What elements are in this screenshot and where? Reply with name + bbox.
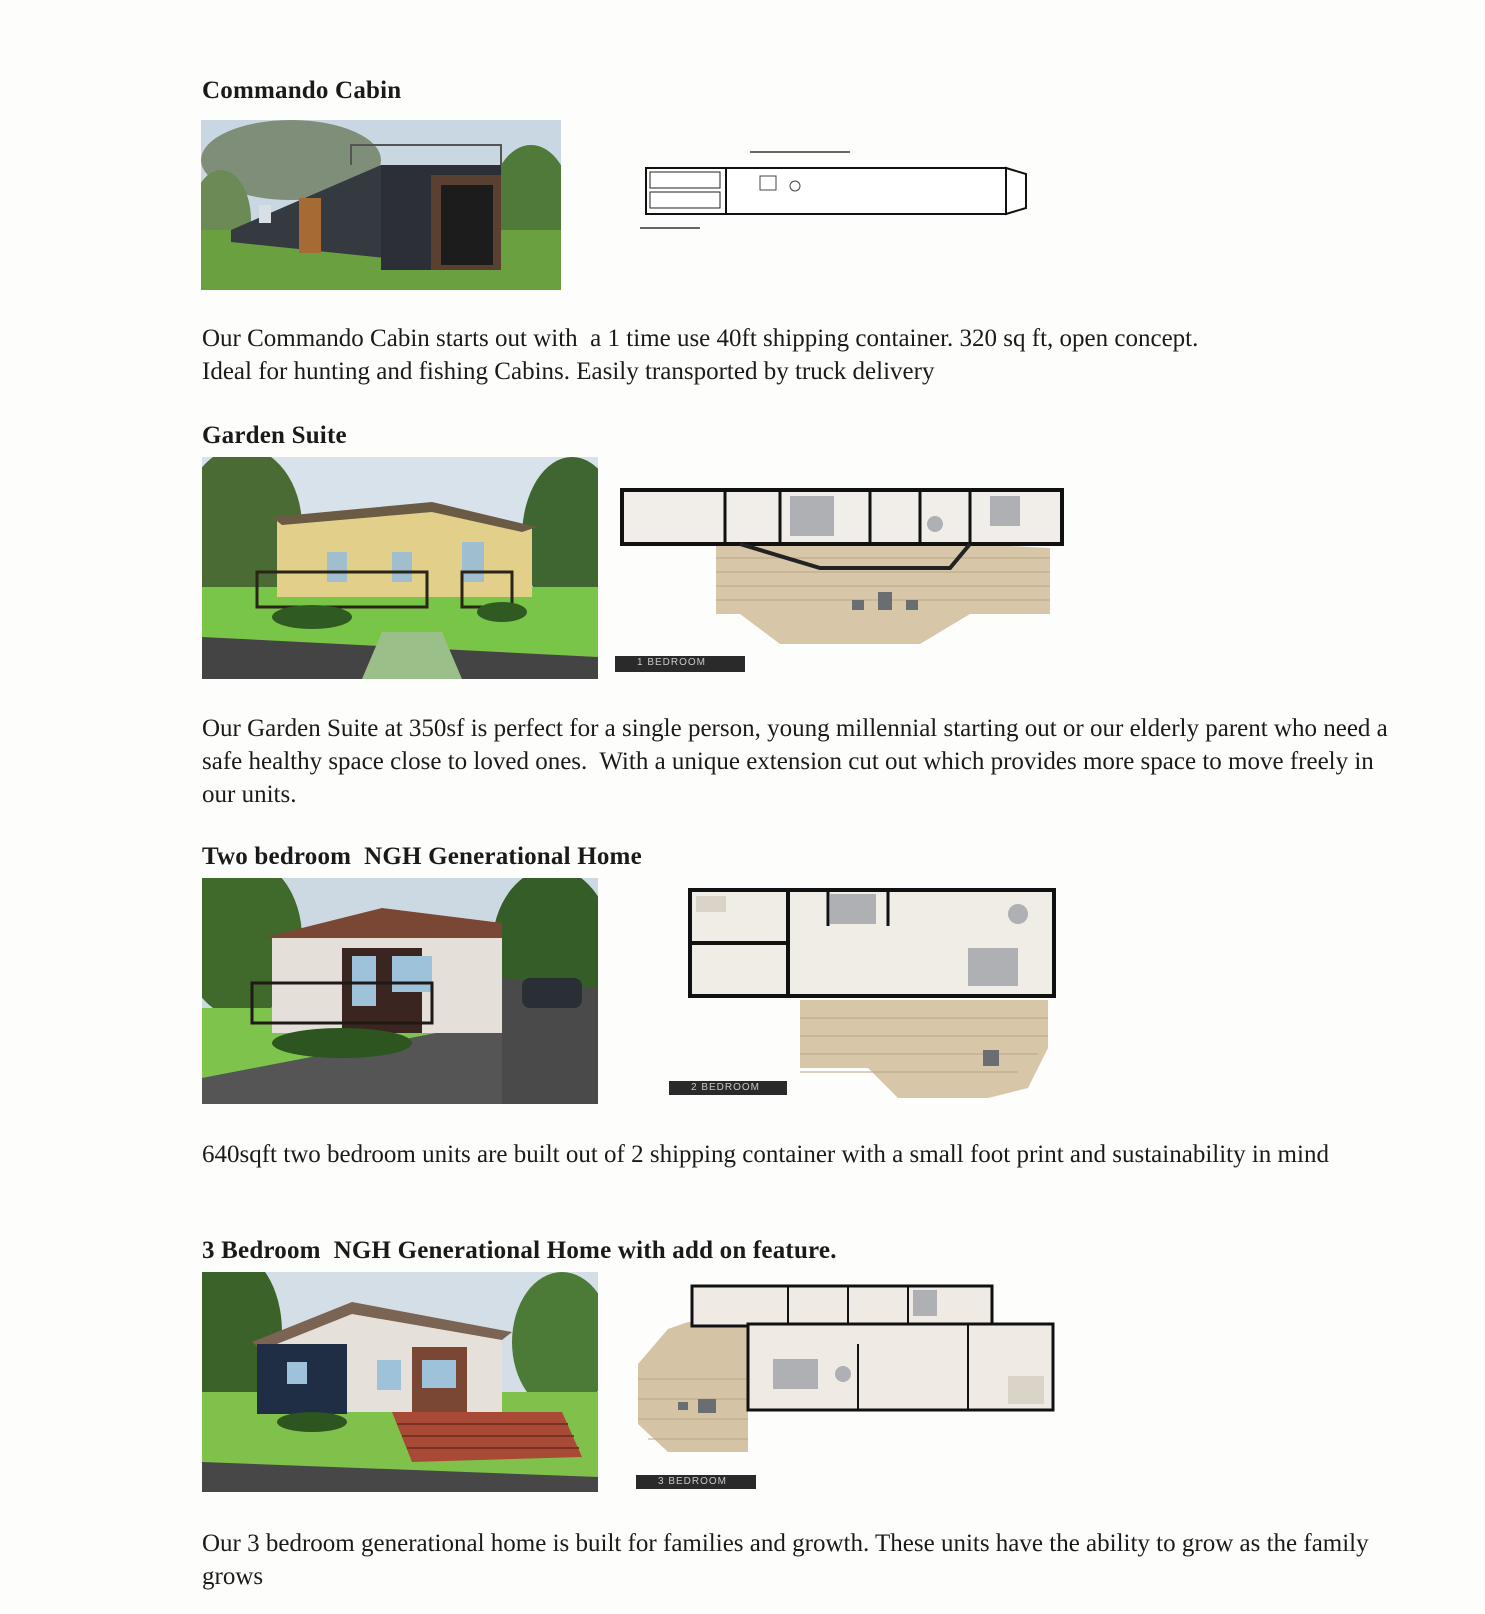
section-title-two-bedroom-ngh: Two bedroom NGH Generational Home: [202, 843, 642, 870]
section-description-three-bedroom-ngh: Our 3 bedroom generational home is built for families and growth. These units have the ability to grow as the family grows: [202, 1530, 1375, 1590]
three-bedroom-home-photo: [202, 1272, 598, 1492]
plan-tag-1-bedroom: 1 BEDROOM: [615, 656, 745, 672]
two-bedroom-home-photo: [202, 878, 598, 1104]
section-description-two-bedroom-ngh: 640sqft two bedroom units are built out of 2 shipping container with a small foot print and sustainability in mind: [202, 1141, 1329, 1168]
section-title-commando-cabin: Commando Cabin: [202, 77, 402, 104]
garden-suite-photo: [202, 457, 598, 679]
two-bedroom-floor-plan: [688, 888, 1056, 1098]
section-description-commando-cabin: Our Commando Cabin starts out with a 1 time use 40ft shipping container. 320 sq ft, open concept. Ideal for hunting and fishing Cabins. Easily transported by truck delivery: [202, 325, 1199, 385]
plan-tag-2-bedroom: 2 BEDROOM: [669, 1081, 787, 1095]
three-bedroom-floor-plan: [638, 1284, 1056, 1454]
section-title-garden-suite: Garden Suite: [202, 422, 347, 449]
section-description-garden-suite: Our Garden Suite at 350sf is perfect for a single person, young millennial starting out or our elderly parent who need a safe healthy space close to loved ones. With a unique extension cut out which provides more space to move freely in our units.: [202, 715, 1395, 808]
commando-cabin-floor-plan: [640, 142, 1032, 242]
plan-tag-3-bedroom: 3 BEDROOM: [636, 1475, 756, 1489]
garden-suite-floor-plan: [620, 488, 1066, 646]
section-title-three-bedroom-ngh: 3 Bedroom NGH Generational Home with add on feature.: [202, 1237, 837, 1264]
commando-cabin-photo: [201, 120, 561, 290]
